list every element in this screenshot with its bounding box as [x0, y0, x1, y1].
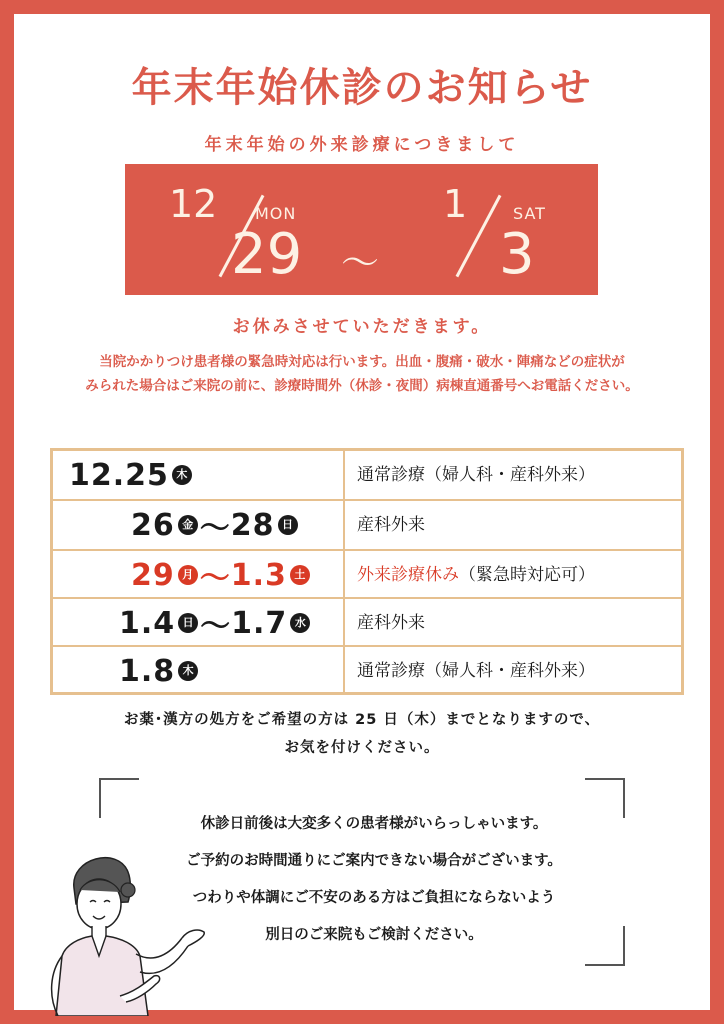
end-weekday: SAT	[513, 204, 546, 223]
weekday-badge: 日	[178, 613, 198, 633]
weekday-badge: 土	[290, 565, 310, 585]
schedule-description: 産科外来	[357, 515, 425, 535]
date-start: 29	[131, 557, 175, 593]
schedule-row	[53, 451, 681, 499]
range-tilde: 〜	[199, 561, 231, 596]
range-tilde: 〜	[199, 511, 231, 546]
schedule-table	[50, 448, 684, 695]
closed-label: 外来診療休み	[357, 565, 459, 585]
column-divider	[343, 647, 345, 695]
emergency-notice-line: みられた場合はご来院の前に、診療時間外（休診・夜間）病棟直通番号へお電話ください。	[85, 378, 639, 394]
start-day: 29	[231, 222, 303, 287]
weekday-badge: 月	[178, 565, 198, 585]
start-weekday: MON	[255, 204, 297, 223]
date-start: 12.25	[69, 457, 169, 493]
schedule-row	[53, 499, 681, 549]
date-start: 26	[131, 507, 175, 543]
column-divider	[343, 551, 345, 599]
schedule-description: 通常診療（婦人科・産科外来）	[357, 661, 595, 681]
closure-date-box	[125, 164, 598, 295]
schedule-dates	[119, 599, 312, 647]
emergency-notice	[14, 350, 710, 398]
schedule-dates	[131, 551, 312, 599]
date-start: 1.4	[119, 605, 176, 641]
date-end: 1.3	[230, 557, 287, 593]
schedule-dates	[119, 647, 200, 695]
schedule-row	[53, 597, 681, 647]
medicine-notice-line: お薬･漢方の処方をご希望の方は 25 日（木）までとなりますので、	[123, 712, 601, 728]
range-tilde: 〜	[200, 609, 232, 644]
medicine-notice	[14, 706, 710, 762]
column-divider	[343, 451, 345, 499]
emergency-notice-line: 当院かかりつけ患者様の緊急時対応は行います。出血・腹痛・破水・陣痛などの症状が	[99, 354, 625, 370]
end-day: 3	[499, 222, 535, 287]
schedule-row	[53, 645, 681, 695]
date-end: 1.7	[231, 605, 288, 641]
message-line: ご予約のお時間通りにご案内できない場合がございます。	[186, 853, 562, 869]
start-month: 12	[169, 182, 218, 226]
column-divider	[343, 501, 345, 549]
medicine-notice-line: お気を付けください。	[284, 740, 440, 756]
column-divider	[343, 599, 345, 647]
emergency-note: （緊急時対応可）	[459, 565, 595, 585]
end-month: 1	[443, 182, 468, 226]
frame-corner-top-left	[99, 778, 139, 818]
weekday-badge: 木	[172, 465, 192, 485]
schedule-dates	[69, 451, 194, 499]
weekday-badge: 木	[178, 661, 198, 681]
weekday-badge: 日	[278, 515, 298, 535]
nurse-illustration	[36, 846, 216, 1016]
message-line: 休診日前後は大変多くの患者様がいらっしゃいます。	[200, 816, 548, 832]
weekday-badge: 水	[290, 613, 310, 633]
date-end: 28	[230, 507, 275, 543]
range-tilde: 〜	[341, 241, 380, 285]
schedule-description	[357, 551, 595, 599]
schedule-row-closed	[53, 549, 681, 599]
schedule-dates	[131, 501, 300, 549]
message-line: つわりや体調にご不安のある方はご負担にならないよう	[192, 890, 556, 906]
page-title: 年末年始休診のお知らせ	[131, 65, 593, 111]
closed-text: お休みさせていただきます。	[232, 317, 492, 337]
message-line: 別日のご来院もご検討ください。	[265, 927, 483, 943]
schedule-description: 通常診療（婦人科・産科外来）	[357, 465, 595, 485]
notice-sheet	[14, 14, 710, 1010]
subtitle: 年末年始の外来診療につきまして	[204, 135, 520, 155]
date-start: 1.8	[119, 653, 176, 689]
schedule-description: 産科外来	[357, 613, 425, 633]
weekday-badge: 金	[178, 515, 198, 535]
